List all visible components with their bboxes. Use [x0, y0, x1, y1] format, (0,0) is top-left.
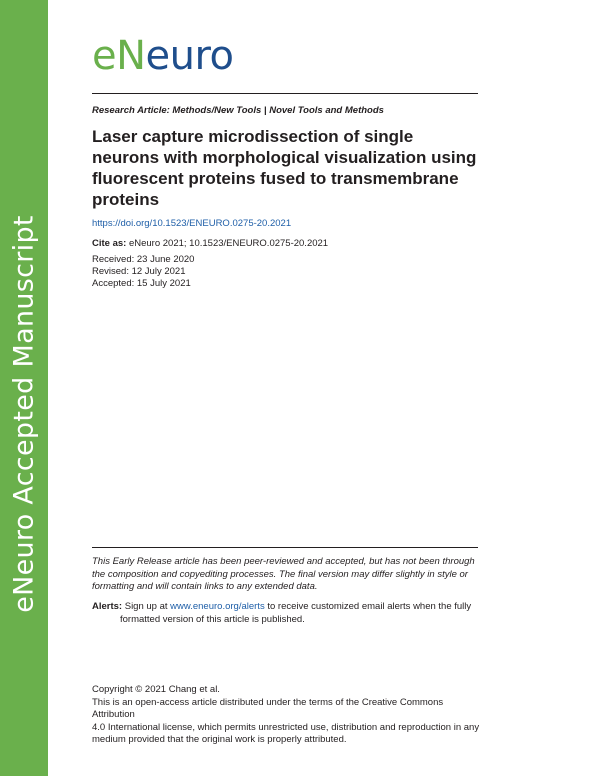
alerts-label: Alerts:: [92, 601, 123, 612]
article-title: [92, 126, 492, 210]
doi-link[interactable]: https://doi.org/10.1523/ENEURO.0275-20.2021: [92, 218, 292, 229]
cite-label: Cite as:: [92, 238, 127, 249]
received-date: Received: 23 June 2020: [92, 254, 195, 265]
article-section: Research Article: Methods/New Tools | Novel Tools and Methods: [92, 105, 384, 116]
early-release-notice: [92, 556, 478, 594]
title-line: Laser capture microdissection of single: [92, 127, 414, 146]
eneuro-logo: [92, 32, 234, 80]
accepted-manuscript-band: [0, 0, 48, 776]
logo-letters-euro: euro: [145, 33, 234, 79]
title-line: proteins: [92, 190, 160, 209]
notice-divider: [92, 547, 478, 548]
article-dates: [92, 254, 194, 290]
accepted-manuscript-label: eNeuro Accepted Manuscript: [8, 215, 40, 613]
notice-line: formatting and will contain links to any extended data.: [92, 581, 318, 592]
copyright-notice: [92, 684, 484, 747]
cite-value: eNeuro 2021; 10.1523/ENEURO.0275-20.2021: [128, 238, 329, 249]
license-line: medium provided that the original work is properly attributed.: [92, 734, 347, 745]
alerts-text-pre: Sign up at: [124, 601, 168, 612]
logo-letter-e: e: [92, 33, 117, 79]
alerts-text-post: to receive customized email alerts when the fully: [267, 601, 472, 612]
logo-letter-n: N: [116, 33, 146, 79]
header-divider: [92, 93, 478, 94]
notice-line: the composition and copyediting processes. The final version may differ slightly in style or: [92, 568, 468, 580]
notice-line: This Early Release article has been peer-reviewed and accepted, but has not been through: [92, 556, 475, 567]
license-line: 4.0 International license, which permits unrestricted use, distribution and reproduction in any: [92, 721, 480, 733]
citation: [92, 238, 328, 249]
title-line: neurons with morphological visualization using: [92, 148, 477, 167]
revised-date: Revised: 12 July 2021: [92, 266, 186, 277]
title-line: fluorescent proteins fused to transmembrane: [92, 169, 459, 188]
license-line: This is an open-access article distributed under the terms of the Creative Commons Attribution: [92, 696, 444, 720]
accepted-date: Accepted: 15 July 2021: [92, 278, 191, 289]
alerts-link[interactable]: www.eneuro.org/alerts: [170, 601, 265, 612]
copyright-line: Copyright © 2021 Chang et al.: [92, 684, 220, 695]
alerts-text-line2: formatted version of this article is published.: [120, 613, 305, 625]
alerts-notice: [92, 601, 478, 626]
